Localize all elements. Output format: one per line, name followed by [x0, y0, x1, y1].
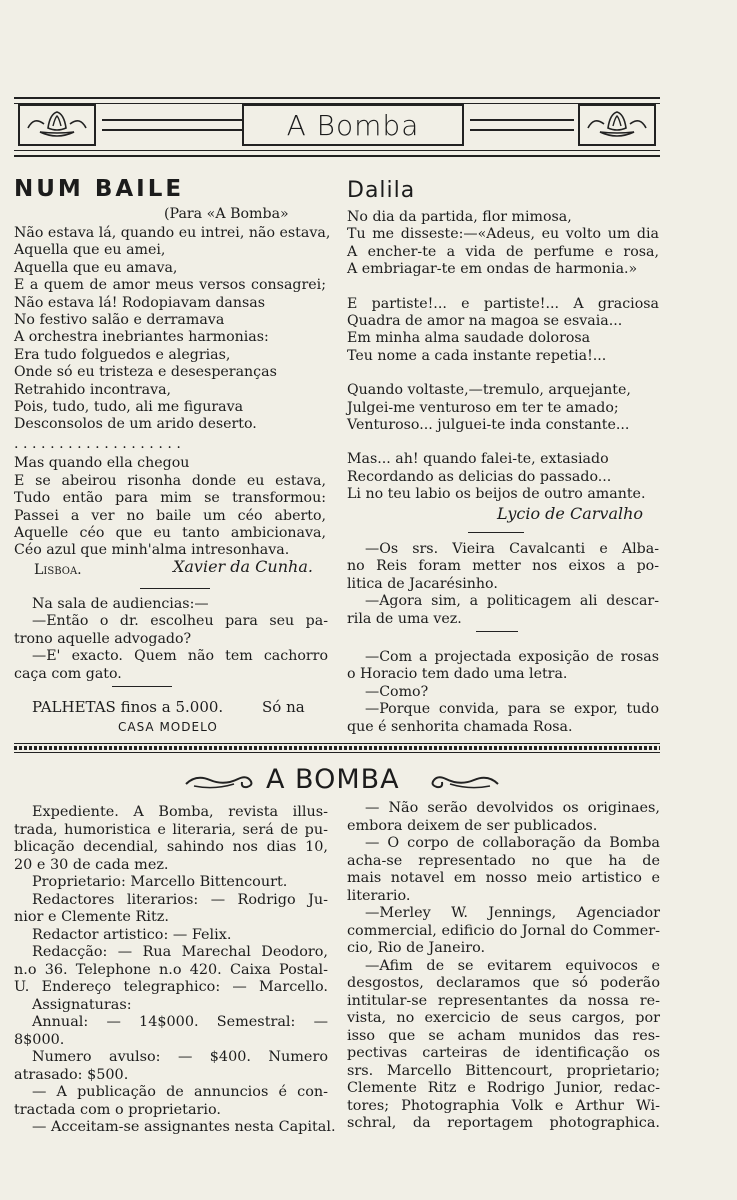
masthead-line: 8$000.: [14, 1031, 65, 1048]
note-line: litica de Jacarésinho.: [347, 575, 498, 592]
masthead-line: tractada com o proprietario.: [14, 1101, 222, 1118]
poem-line: Quadra de amor na magoa se esvaia...: [347, 313, 623, 330]
masthead-line: commercial, edificio do Jornal do Commer-: [347, 922, 660, 939]
masthead-left-column: [14, 804, 336, 1137]
ornament-right: [578, 104, 656, 146]
joke-line: trono aquelle advogado?: [14, 630, 192, 647]
poem-line: Venturoso... julguei-te inda constante...: [347, 417, 630, 434]
poem-line: E a quem de amor meus versos consagrei;: [14, 277, 326, 294]
masthead-line: tores; Photographia Volk e Arthur Wi-: [347, 1097, 660, 1114]
note-line: o Horacio tem dado uma letra.: [347, 666, 568, 683]
poem-line: Aquella que eu amava,: [14, 259, 178, 276]
masthead-line: Redacção: — Rua Marechal Deodoro,: [32, 944, 328, 960]
poem-line: E se abeirou risonha donde eu estava,: [14, 472, 326, 489]
joke-line: Na sala de audiencias:—: [32, 596, 209, 612]
masthead-line: intitular-se representantes da nossa re-: [347, 992, 660, 1009]
poem-line: No dia da partida, flor mimosa,: [347, 209, 572, 225]
masthead-line: srs. Marcello Bittencourt, proprietario;: [347, 1062, 660, 1079]
note-line: —Como?: [365, 683, 429, 700]
flourish-right-icon: [428, 770, 500, 792]
poem-place: Lisboa.: [34, 562, 82, 578]
masthead-line: isso que se acham munidos das res-: [347, 1027, 660, 1044]
masthead-line: schral, da reportagem photographica.: [347, 1115, 660, 1131]
masthead-line: Redactores literarios: — Rodrigo Ju-: [32, 891, 328, 908]
poem-line: Onde só eu tristeza e desesperanças: [14, 364, 277, 381]
note-line: —Os srs. Vieira Cavalcanti e Alba-: [365, 541, 659, 557]
joke-line: caça com gato.: [14, 665, 122, 682]
masthead-line: pectivas carteiras de identificação os: [347, 1045, 660, 1061]
note-line: rila de uma vez.: [347, 610, 462, 627]
poem-line: Tu me disseste:—«Adeus, eu volto um dia: [347, 226, 659, 243]
poem-line: Recordando as delicias do passado...: [347, 468, 612, 485]
poem-line: Céo azul que minh'alma intresonhava.: [14, 542, 290, 559]
joke-line: —E' exacto. Quem não tem cachorro: [32, 648, 328, 665]
masthead-line: cio, Rio de Janeiro.: [347, 940, 486, 956]
poem-title-dalila: Dalila: [347, 178, 416, 203]
poem-dalila: [347, 209, 659, 504]
note-line: no Reis foram metter nos eixos a po-: [347, 558, 659, 575]
poem-line: Quando voltaste,—tremulo, arquejante,: [347, 382, 631, 399]
masthead-line: Numero avulso: — $400. Numero: [32, 1049, 328, 1065]
poem-line: A orchestra inebriantes harmonias:: [14, 329, 269, 346]
masthead-line: n.o 36. Telephone n.o 420. Caixa Postal-: [14, 961, 328, 978]
masthead-line: Clemente Ritz e Rodrigo Junior, redac-: [347, 1080, 660, 1096]
ornament-left: [18, 104, 96, 146]
masthead-line: — Acceitam-se assignantes nesta Capital.: [32, 1119, 336, 1135]
masthead-line: nior e Clemente Ritz.: [14, 909, 169, 925]
note-line: —Agora sim, a politicagem ali descar-: [365, 593, 659, 610]
masthead-line: — Não serão devolvidos os originaes,: [365, 800, 660, 816]
lotus-ornament-icon: [20, 106, 94, 144]
poem-line: Desconsolos de um arido deserto.: [14, 416, 257, 433]
note-line: —Com a projectada exposição de rosas: [365, 649, 659, 666]
masthead-line: Annual: — 14$000. Semestral: —: [32, 1014, 328, 1030]
masthead-line: trada, humoristica e literaria, será de pu-: [14, 821, 328, 838]
masthead-line: —Afim de se evitarem equivocos e: [365, 957, 660, 974]
poem-line: No festivo salão e derramava: [14, 312, 225, 329]
masthead-line: literario.: [347, 887, 411, 904]
notes-right: [347, 541, 659, 736]
masthead-line: 20 e 30 de cada mez.: [14, 856, 169, 873]
poem-line: Li no teu labio os beijos de outro amante.: [347, 486, 646, 503]
poem-line: Era tudo folguedos e alegrias,: [14, 346, 231, 363]
poem-author: Lycio de Carvalho: [497, 504, 644, 523]
poem-dedication: (Para «A Bomba»: [164, 206, 289, 222]
masthead-line: Redactor artistico: — Felix.: [32, 926, 232, 943]
poem-line: Não estava lá, quando eu intrei, não estava,: [14, 225, 331, 241]
poem-line: Pois, tudo, tudo, ali me figurava: [14, 399, 244, 416]
masthead-line: mais notavel em nosso meio artistico e: [347, 870, 660, 886]
joke-left: [14, 596, 328, 683]
poem-line: Mas... ah! quando falei-te, extasiado: [347, 451, 609, 468]
poem-line: Em minha alma saudade dolorosa: [347, 330, 591, 347]
poem-line: E partiste!... e partiste!... A graciosa: [347, 295, 659, 312]
banner-title: A Bomba: [286, 109, 420, 142]
poem-ellipsis: . . . . . . . . . . . . . . . . . . .: [14, 435, 181, 452]
header-banner: [14, 97, 660, 157]
masthead-line: Expediente. A Bomba, revista illus-: [32, 804, 328, 820]
poem-num-baile-stanza-1: [14, 225, 331, 560]
ad-casa-modelo: CASA MODELO: [118, 720, 218, 734]
flourish-left-icon: [184, 770, 256, 792]
masthead-line: acha-se representado no que ha de: [347, 852, 660, 869]
poem-line: Aquelle céo que eu tanto ambicionava,: [14, 524, 326, 541]
ad-palhetas: PALHETAS finos a 5.000.: [32, 698, 224, 716]
masthead-line: U. Endereço telegraphico: — Marcello.: [14, 979, 328, 995]
masthead-right-column: [347, 800, 660, 1133]
ad-so-na: Só na: [262, 698, 305, 716]
masthead-line: desgostos, declaramos que só poderão: [347, 975, 660, 991]
masthead-line: vista, no exercicio de seus cargos, por: [347, 1010, 660, 1026]
poem-line: Tudo então para mim se transformou:: [14, 490, 326, 507]
masthead-line: — O corpo de collaboração da Bomba: [365, 835, 660, 851]
poem-title-num-baile: NUM BAILE: [14, 176, 185, 202]
masthead-line: — A publicação de annuncios é con-: [32, 1084, 328, 1100]
poem-line: Não estava lá! Rodopiavam dansas: [14, 294, 266, 311]
section-separator: [14, 743, 660, 755]
masthead-title: A BOMBA: [266, 764, 400, 795]
note-line: —Porque convida, para se expor, tudo: [365, 701, 659, 718]
poem-line: Aquella que eu amei,: [14, 242, 166, 259]
poem-line: Teu nome a cada instante repetia!...: [347, 347, 607, 364]
note-line: que é senhorita chamada Rosa.: [347, 718, 573, 735]
lotus-ornament-icon: [580, 106, 654, 144]
masthead-line: embora deixem de ser publicados.: [347, 817, 598, 834]
masthead-line: —Merley W. Jennings, Agenciador: [365, 905, 660, 921]
masthead-line: atrasado: $500.: [14, 1066, 129, 1083]
masthead-line: blicação decendial, sahindo nos dias 10,: [14, 839, 328, 855]
poem-author: Xavier da Cunha.: [173, 557, 313, 576]
poem-line: A embriagar-te em ondas de harmonia.»: [347, 261, 638, 278]
poem-line: Retrahido incontrava,: [14, 381, 172, 398]
poem-line: Passei a ver no baile um céo aberto,: [14, 507, 326, 524]
poem-line: A encher-te a vida de perfume e rosa,: [347, 243, 659, 260]
masthead-line: Proprietario: Marcello Bittencourt.: [32, 874, 288, 890]
poem-line: Mas quando ella chegou: [14, 455, 190, 472]
masthead-line: Assignaturas:: [32, 996, 132, 1013]
joke-line: —Então o dr. escolheu para seu pa-: [32, 613, 328, 630]
poem-line: Julgei-me venturoso em ter te amado;: [347, 399, 619, 416]
